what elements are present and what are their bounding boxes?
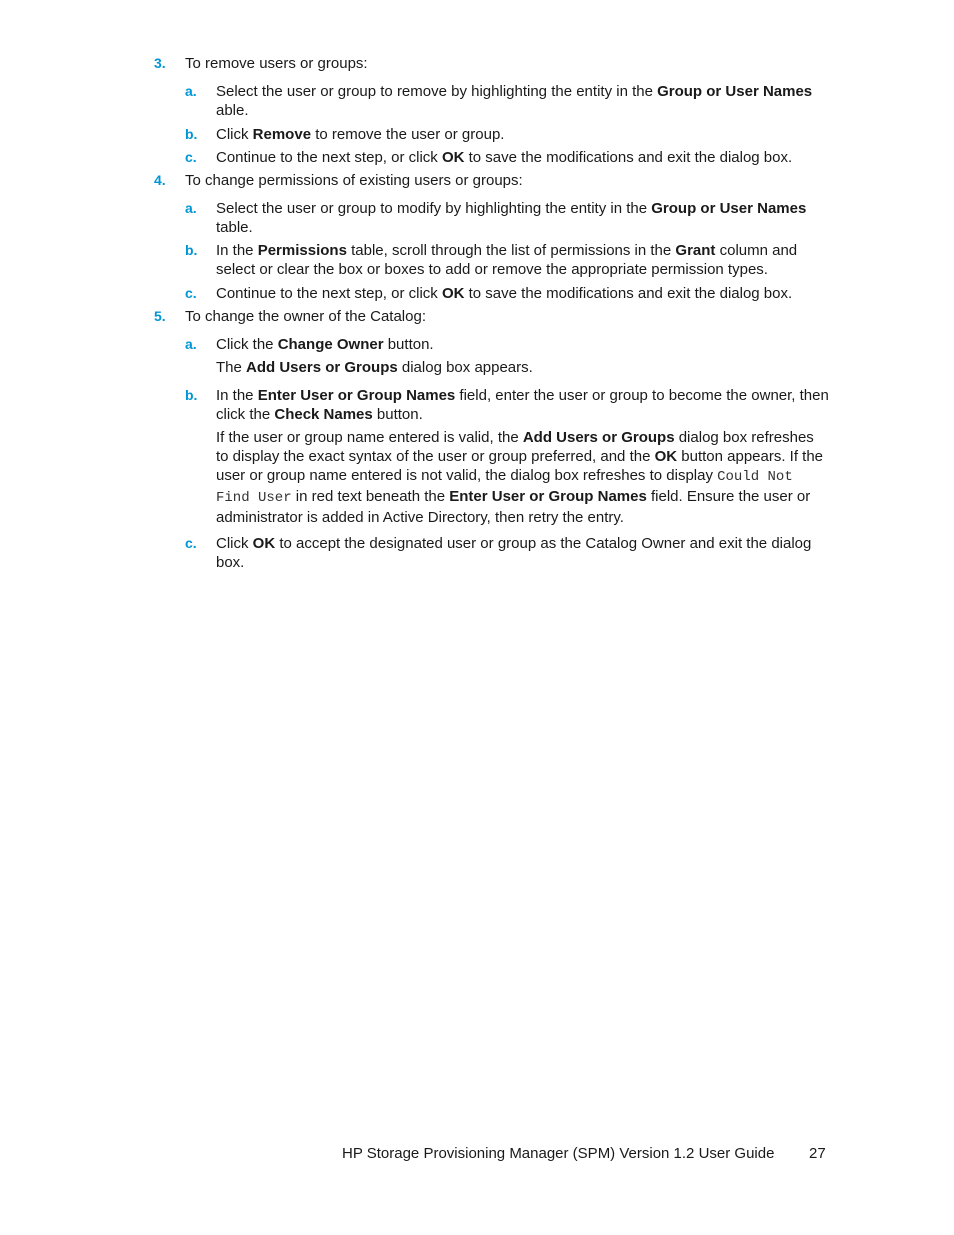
substep-text: Select the user or group to remove by highlighting the entity in the Group or User Names able. — [216, 83, 813, 119]
substep-note: If the user or group name entered is valid, the Add Users or Groups dialog box refreshes to display the exact syntax of the user or group preferred, and the OK button appears. If the user or group name entered is not valid, the dialog box refreshes to display Could Not Find User in red text beneath the Enter User or Group Names field. Ensure the user or administrator is added in Active Directory, then retry the entry. — [216, 429, 824, 526]
substep-note: The Add Users or Groups dialog box appears. — [216, 359, 533, 376]
substep-letter: b. — [185, 387, 198, 403]
substep-text: Click OK to accept the designated user or group as the Catalog Owner and exit the dialog box. — [216, 535, 812, 571]
step-number: 5. — [154, 308, 166, 324]
substep-letter: a. — [185, 336, 197, 352]
step-number: 3. — [154, 55, 166, 71]
substep-text: In the Permissions table, scroll through the list of permissions in the Grant column and select or clear the box or boxes to add or remove the appropriate permission types. — [216, 242, 798, 278]
step-number: 4. — [154, 172, 166, 188]
substep-letter: a. — [185, 83, 197, 99]
page-number: 27 — [809, 1145, 826, 1162]
error-message-code: Could Not Find User — [216, 469, 793, 506]
substep-text: Click Remove to remove the user or group. — [216, 126, 505, 143]
substep-letter: c. — [185, 285, 197, 301]
substep-letter: b. — [185, 242, 198, 258]
step-text: To change permissions of existing users or groups: — [185, 172, 523, 189]
substep-letter: c. — [185, 535, 197, 551]
substep-letter: c. — [185, 149, 197, 165]
substep-text: Continue to the next step, or click OK to save the modifications and exit the dialog box. — [216, 285, 793, 302]
substep-text: Select the user or group to modify by highlighting the entity in the Group or User Names table. — [216, 200, 807, 236]
footer-title: HP Storage Provisioning Manager (SPM) Version 1.2 User Guide — [342, 1145, 775, 1162]
step-text: To change the owner of the Catalog: — [185, 308, 426, 325]
substep-text: In the Enter User or Group Names field, enter the user or group to become the owner, then click the Check Names button. — [216, 387, 829, 423]
substep-letter: b. — [185, 126, 198, 142]
substep-text: Click the Change Owner button. — [216, 336, 434, 353]
substep-text: Continue to the next step, or click OK to save the modifications and exit the dialog box. — [216, 149, 793, 166]
substep-letter: a. — [185, 200, 197, 216]
step-text: To remove users or groups: — [185, 55, 368, 72]
